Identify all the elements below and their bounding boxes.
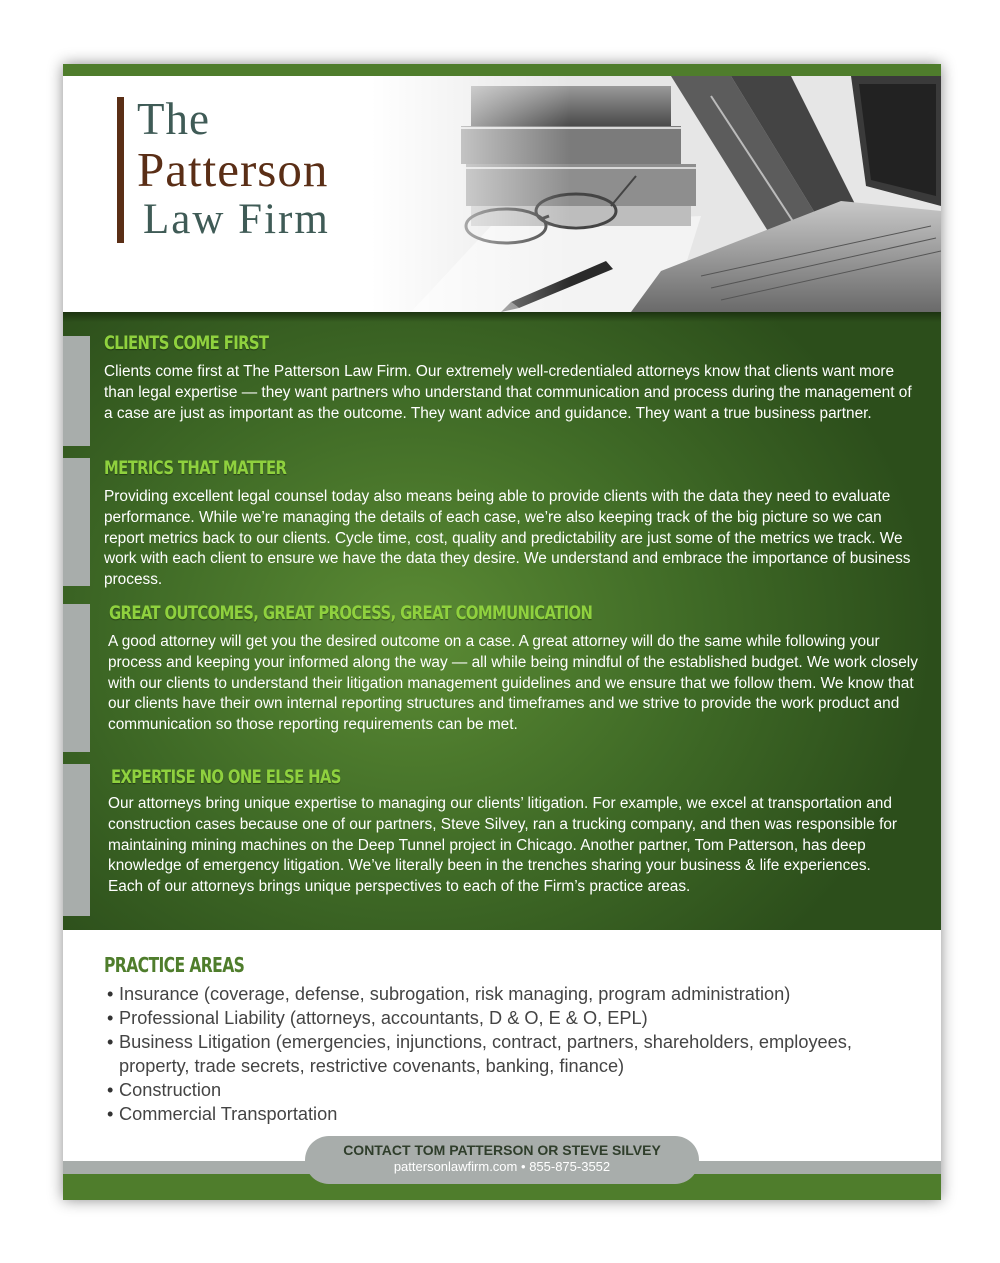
section-tab: [63, 458, 90, 586]
list-item: • Construction: [107, 1078, 927, 1102]
section-tab: [63, 764, 90, 916]
logo-patterson: Patterson: [137, 142, 329, 197]
header: [63, 76, 941, 312]
practice-areas-list: [107, 982, 927, 1126]
contact-pill: [305, 1136, 699, 1184]
logo-law-firm: Law Firm: [143, 196, 330, 243]
list-item: • Business Litigation (emergencies, injunctions, contract, partners, shareholders, employees, property, trade secrets, restrictive covenants, banking, finance): [107, 1030, 927, 1078]
list-item: • Insurance (coverage, defense, subrogation, risk managing, program administration): [107, 982, 927, 1006]
list-item: • Commercial Transportation: [107, 1102, 927, 1126]
section-body: A good attorney will get you the desired outcome on a case. A great attorney will do the same while following your process and keeping your informed along the way — all while being mindful of the established budget. We work closely with our clients to understand their litigation management guidelines and we ensure that we follow them. We know that our clients have their own internal reporting structures and timeframes and we strive to provide the work product and communication so those reporting requirements can be met.: [108, 633, 918, 734]
flyer-page: [63, 64, 941, 1200]
website-link[interactable]: pattersonlawfirm.com: [393, 1159, 518, 1174]
section-title: CLIENTS COME FIRST: [104, 332, 269, 354]
section-body: Our attorneys bring unique expertise to managing our clients’ litigation. For example, we excel at transportation and construction cases because one of our partners, Steve Silvey, ran a trucking company, and then was responsible for maintaining mining machines on the Deep Tunnel project in Chicago. Another partner, Tom Patterson, has deep knowledge of emergency litigation. We’ve literally been in the trenches sharing your business & life experiences. Each of our attorneys brings unique perspectives to each of the Firm’s practice areas.: [108, 795, 898, 896]
panel-shadow: [63, 312, 941, 322]
logo-the: The: [137, 94, 210, 144]
section-tab: [63, 336, 90, 446]
section-body: Clients come first at The Patterson Law Firm. Our extremely well-credentialed attorneys know that clients want more than legal expertise — they want partners who understand that communication and process during the management of a case are just as important as the outcome. They want advice and guidance. They want a true business partner.: [104, 363, 912, 422]
phone-number[interactable]: 855-875-3552: [529, 1159, 611, 1174]
desk-photo: [371, 76, 941, 312]
section-title: METRICS THAT MATTER: [104, 457, 287, 479]
separator-bullet: •: [521, 1159, 526, 1174]
practice-areas-title: PRACTICE AREAS: [104, 953, 245, 977]
top-green-bar: [63, 64, 941, 76]
section-title: GREAT OUTCOMES, GREAT PROCESS, GREAT COMMUNICATION: [109, 602, 593, 624]
section-tab: [63, 604, 90, 752]
contact-title: CONTACT TOM PATTERSON OR STEVE SILVEY: [343, 1142, 661, 1158]
section-body: Providing excellent legal counsel today also means being able to provide clients with the data they need to evaluate performance. While we’re managing the details of each case, we’re also keeping track of the big picture so we can report metrics back to our clients. Cycle time, cost, quality and predictability are just some of the metrics we track. We work with each client to ensure we have the data they desire. We understand and embrace the importance of business process.: [104, 488, 911, 589]
section-title: EXPERTISE NO ONE ELSE HAS: [111, 766, 341, 788]
logo-rule: [117, 97, 124, 243]
list-item: • Professional Liability (attorneys, accountants, D & O, E & O, EPL): [107, 1006, 927, 1030]
contact-details: [305, 1159, 699, 1174]
